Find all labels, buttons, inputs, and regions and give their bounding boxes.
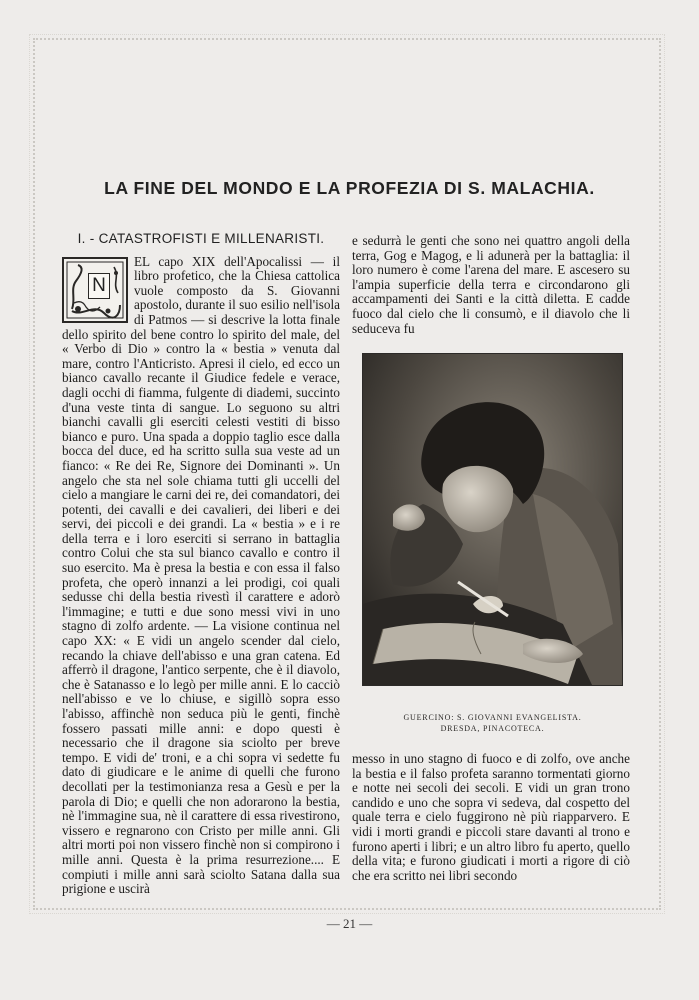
page-number: — 21 — — [326, 916, 373, 931]
left-column-text: EL capo XIX dell'Apocalissi — il libro profetico, che la Chiesa cattolica vuole composto da S. Giovanni apostolo, durante il suo esilio nell'isola di Patmos — si descrive la lotta finale dello spirito del bene contro lo spirito del male, del « Verbo di Dio » contro la « bestia » venuta dal mare, contro l'Anticristo. Apresi il cielo, ed ecco un bianco cavallo recante il Giudice fedele e verace, dagli occhi di fiamma, fulgente di diademi, succinto d'una veste tinta di sangue. Lo seguono su altri bianchi cavalli gli eserciti celesti vestiti di bisso bianco e puro. Una spada a doppio taglio esce dalla bocca del duce, ed ha scritto sulla sua veste ad un fianco: « Re dei Re, Signore dei Dominanti ». Un angelo che sta nel sole chiama tutti gli uccelli del cielo a mangiare le carni dei re, dei comandatori, dei potenti, dei cavalli e dei cavalieri, dei liberi e dei servi, dei piccoli e dei grandi. La « bestia » e i re della terra e i loro eserciti si serrano in battaglia contro Colui che sta sul bianco cavallo e contro il suo esercito. Ma è presa la bestia e con essa il falso profeta, che operò innanzi a lei prodigi, coi quali sedusse chi della bestia rivestì il carattere e adorò l'immagine; e tutti e due sono messi vivi in uno stagno di zolfo ardente. — La visione continua nel capo XX: « E vidi un angelo scender dal cielo, recando la chiave dell'abisso e una gran catena. Ed afferrò il dragone, l'antico serpente, che è il diavolo, che è Satanasso e lo legò per mille anni. E lo cacciò nell'abisso e ve lo chiuse, e sigillò sopra esso l'abisso, affinchè non seduca più le genti, finchè fossero passati mille anni: e dopo questi è necessario che il dragone sia sciolto per breve tempo. E vidi de' troni, e a chi sopra vi sedette fu dato di giudicare e le anime di quelli che furono decollati per la testimonianza resa a Gesù e per la parola di Dio; e quelli che non adorarono la bestia, nè l'immagine sua, nè il carattere di essa rivestirono, vissero e regnarono con Cristo per mille anni. Gli altri morti poi non vissero finchè non si compirono i mille anni. Questa è la prima resurrezione.... E compiuti i mille anni sarà sciolto Satana dalla sua prigione e uscirà — [62, 253, 340, 897]
saint-john-painting-icon — [363, 354, 623, 686]
section-heading: I. - CATASTROFISTI E MILLENARISTI. — [77, 231, 325, 246]
right-column-bottom — [352, 752, 630, 883]
figure-caption-line1: GUERCINO: S. GIOVANNI EVANGELISTA. — [403, 713, 582, 722]
decorated-initial — [62, 257, 128, 323]
right-column-top-text: e sedurrà le genti che sono nei quattro angoli della terra, Gog e Magog, e li adunerà per la battaglia: il loro numero è come l'arena del mare. E ascesero su l'ampia superficie della terra e circondarono gli accampamenti dei Santi e la città diletta. E cadde fuoco dal cielo che li consumò, e il diavolo che li seduceva fu — [352, 233, 630, 336]
right-column-top — [352, 234, 630, 336]
right-column-bottom-text: messo in uno stagno di fuoco e di zolfo, ove anche la bestia e il falso profeta saranno tormentati giorno e notte nei secoli dei secoli. E vidi un gran trono candido e uno che sopra vi sedeva, dal cospetto del quale terra e cielo fuggirono nè più riapparvero. E vidi i morti grandi e piccoli stare davanti al trono e furono aperti i libri; e un altro libro fu aperto, quello della vita; e furono giudicati i morti a rigore di ciò che era scritto nei libri secondo — [352, 751, 630, 883]
figure-caption-line2: DRESDA, PINACOTECA. — [440, 724, 545, 733]
left-column — [62, 232, 340, 897]
painting-image — [362, 353, 623, 686]
drop-cap-letter: N — [88, 273, 110, 299]
figure-caption — [362, 712, 623, 734]
article-title: LA FINE DEL MONDO E LA PROFEZIA DI S. MALACHIA. — [104, 178, 595, 198]
